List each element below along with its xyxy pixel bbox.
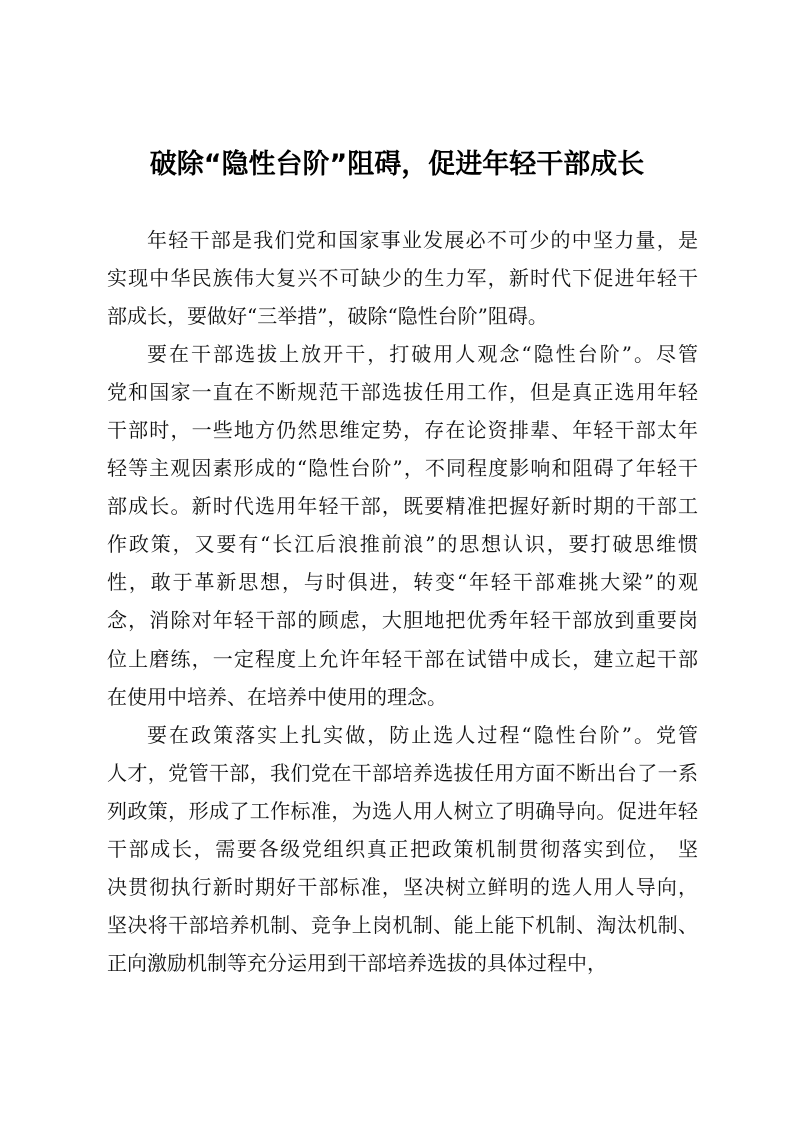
text-line: 干部时，一些地方仍然思维定势，存在论资排辈、年轻干部太年 bbox=[107, 418, 698, 443]
text-line: 坚决将干部培养机制、竞争上岗机制、能上能下机制、淘汰机制、 bbox=[107, 912, 698, 937]
text-line: 要在干部选拔上放开干，打破用人观念“隐性台阶”。尽管 bbox=[147, 342, 698, 367]
document-title: 破除“隐性台阶”阻碍，促进年轻干部成长 bbox=[149, 149, 645, 180]
text-line: 决贯彻执行新时期好干部标准，坚决树立鲜明的选人用人导向， bbox=[107, 874, 698, 899]
text-line: 正向激励机制等充分运用到干部培养选拔的具体过程中， bbox=[107, 950, 607, 975]
text-line: 列政策，形成了工作标准，为选人用人树立了明确导向。促进年轻 bbox=[107, 798, 698, 823]
text-line: 干部成长，需要各级党组织真正把政策机制贯彻落实到位， 坚 bbox=[107, 836, 698, 861]
text-line: 部成长。新时代选用年轻干部，既要精准把握好新时期的干部工 bbox=[107, 494, 698, 519]
paragraph bbox=[107, 221, 698, 335]
text-line: 实现中华民族伟大复兴不可缺少的生力军，新时代下促进年轻干 bbox=[107, 266, 698, 291]
text-line: 党和国家一直在不断规范干部选拔任用工作，但是真正选用年轻 bbox=[107, 380, 698, 405]
paragraph bbox=[107, 335, 698, 715]
text-line: 作政策，又要有“长江后浪推前浪”的思想认识，要打破思维惯 bbox=[107, 532, 698, 557]
text-line: 在使用中培养、在培养中使用的理念。 bbox=[107, 684, 447, 709]
text-line: 年轻干部是我们党和国家事业发展必不可少的中坚力量，是 bbox=[147, 228, 698, 252]
text-line: 位上磨练，一定程度上允许年轻干部在试错中成长，建立起干部 bbox=[107, 646, 698, 671]
text-line: 要在政策落实上扎实做，防止选人过程“隐性台阶”。党管 bbox=[147, 722, 698, 747]
text-line: 性，敢于革新思想，与时俱进，转变“年轻干部难挑大梁”的观 bbox=[107, 570, 698, 595]
document-body bbox=[107, 221, 698, 982]
text-line: 部成长，要做好“三举措”，破除“隐性台阶”阻碍。 bbox=[107, 304, 548, 329]
paragraph bbox=[107, 716, 698, 982]
text-line: 轻等主观因素形成的“隐性台阶”，不同程度影响和阻碍了年轻干 bbox=[107, 456, 698, 481]
text-line: 念，消除对年轻干部的顾虑，大胆地把优秀年轻干部放到重要岗 bbox=[107, 608, 698, 633]
text-line: 人才，党管干部，我们党在干部培养选拔任用方面不断出台了一系 bbox=[107, 760, 698, 785]
